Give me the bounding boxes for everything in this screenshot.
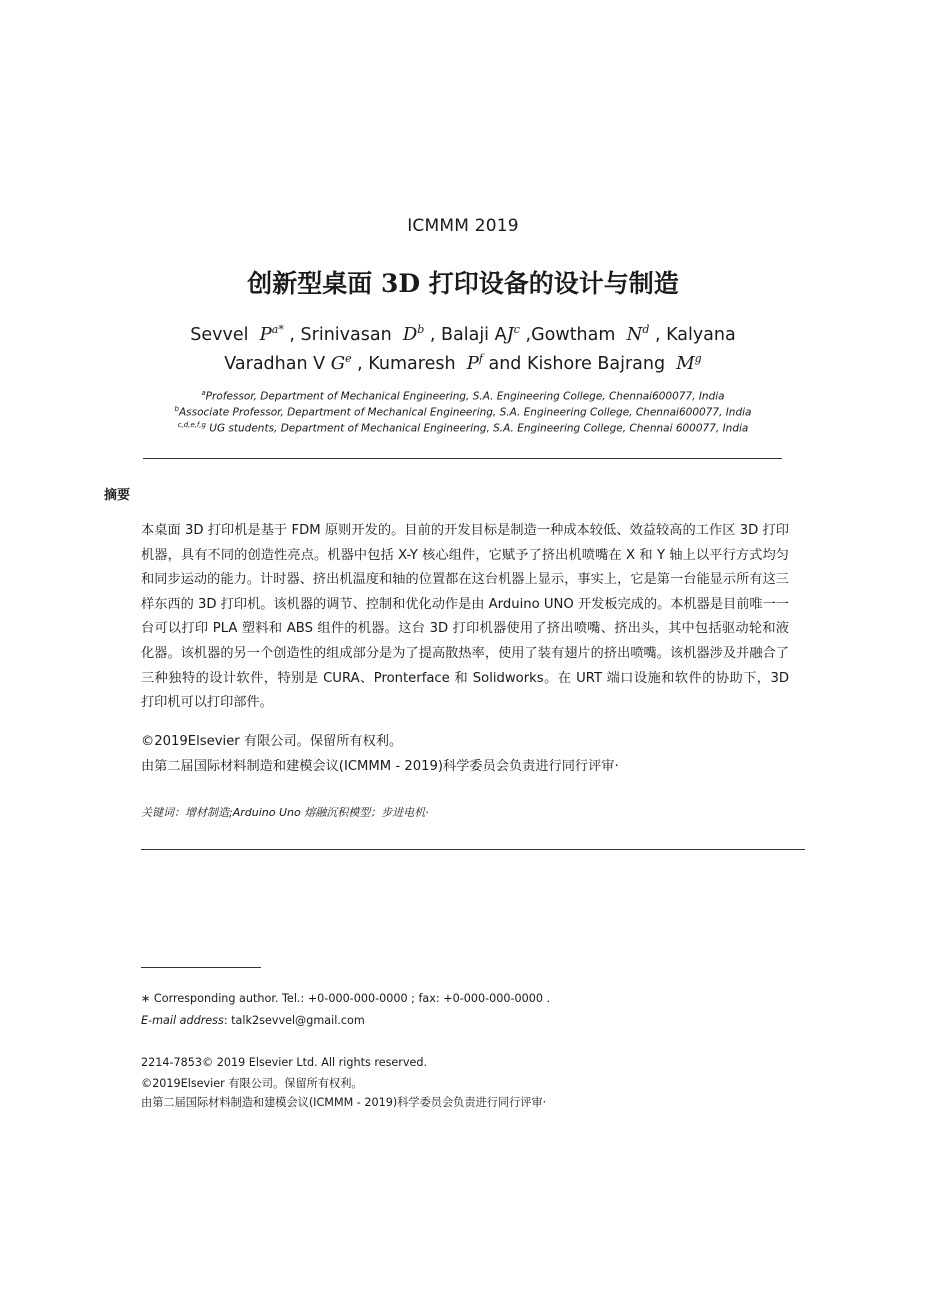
footnote-divider <box>141 967 261 968</box>
affiliation-text: Professor, Department of Mechanical Engineering, S.A. Engineering College, Chennai600077, India <box>205 390 725 403</box>
footnote-email <box>141 1014 365 1027</box>
author-initial: P <box>466 352 479 374</box>
author-name: Sevvel <box>190 324 249 345</box>
author-initial: N <box>626 323 643 345</box>
author-initial: D <box>402 323 418 345</box>
header-divider <box>143 458 782 459</box>
author-name: ,Gowtham <box>525 324 616 345</box>
email-label: E-mail address <box>141 1014 224 1027</box>
footnote-issn: 2214-7853© 2019 Elsevier Ltd. All rights reserved. <box>141 1056 428 1069</box>
affiliation-marker: c,d,e,f,g <box>177 421 206 429</box>
footnote-peer-review: 由第二届国际材料制造和建模会议(ICMMM - 2019)科学委员会负责进行同行评审· <box>141 1096 547 1109</box>
author-name: , Kumaresh <box>357 353 456 374</box>
author-affil-marker: d <box>642 323 650 336</box>
affiliation-a <box>100 389 826 403</box>
author-affil-marker: g <box>694 351 702 365</box>
abstract-copyright: ©2019Elsevier 有限公司。保留所有权利。 <box>141 734 403 749</box>
affiliation-marker: a <box>201 389 206 397</box>
author-name: , Balaji A <box>429 324 507 345</box>
affiliation-text: UG students, Department of Mechanical Engineering, S.A. Engineering College, Chennai 600077, India <box>209 422 749 435</box>
author-affil-marker: a* <box>271 323 284 336</box>
email-address[interactable]: : talk2sevvel@gmail.com <box>223 1014 365 1027</box>
author-initial: G <box>330 352 346 374</box>
keywords: 关键词：增材制造;Arduino Uno 熔融沉积模型；步进电机· <box>141 806 429 819</box>
author-affil-marker: b <box>417 323 425 336</box>
author-affil-marker: f <box>478 351 483 365</box>
author-name: , Kalyana Varadhan V <box>224 324 736 374</box>
keywords-divider <box>141 849 805 850</box>
abstract-heading: 摘要 <box>104 488 131 503</box>
author-name: and Kishore Bajrang <box>488 353 666 374</box>
author-list <box>160 318 766 376</box>
footnote-copyright: ©2019Elsevier 有限公司。保留所有权利。 <box>141 1077 363 1090</box>
author-initial: M <box>676 352 695 374</box>
abstract-body: 本桌面 3D 打印机是基于 FDM 原则开发的。目前的开发目标是制造一种成本较低、效益较高的工作区 3D 打印机器，具有不同的创造性亮点。机器中包括 X-Y 核心组件，它赋予了挤出机喷嘴在 X 和 Y 轴上以平行方式均匀和同步运动的能力。计时器、挤出机温度和轴的位置都在这台机器上显示，事实上，它是第一台能显示所有这三样东西的 3D 打印机。该机器的调节、控制和优化动作是由 Arduino UNO 开发板完成的。本机器是目前唯一一台可以打印 PLA 塑料和 ABS 组件的机器。这台 3D 打印机器使用了挤出喷嘴、挤出头，其中包括驱动轮和液化器。该机器的另一个创造性的组成部分是为了提高散热率，使用了装有翅片的挤出喷嘴。该机器涉及并融合了三种独特的设计软件，特别是 CURA、Pronterface 和 Solidworks。在 URT 端口设施和软件的协助下，3D 打印机可以打印部件。 <box>141 523 789 711</box>
affiliation-marker: b <box>174 405 179 413</box>
author-affil-marker: e <box>345 351 352 365</box>
author-name: , Srinivasan <box>289 324 392 345</box>
footnote-corresponding: ∗ Corresponding author. Tel.: +0-000-000-0000 ; fax: +0-000-000-0000 . <box>141 992 551 1005</box>
author-initial: P <box>259 323 272 345</box>
affiliation-cdefg <box>100 421 826 435</box>
abstract-peer-review: 由第二届国际材料制造和建模会议(ICMMM - 2019)科学委员会负责进行同行评审· <box>141 759 619 774</box>
author-initial: J <box>506 323 514 345</box>
affiliation-b <box>100 405 826 419</box>
affiliation-text: Associate Professor, Department of Mechanical Engineering, S.A. Engineering College, Chennai600077, India <box>178 406 752 419</box>
author-affil-marker: c <box>513 323 520 336</box>
paper-title: 创新型桌面 3D 打印设备的设计与制造 <box>247 269 679 298</box>
conference-name: ICMMM 2019 <box>407 216 519 236</box>
